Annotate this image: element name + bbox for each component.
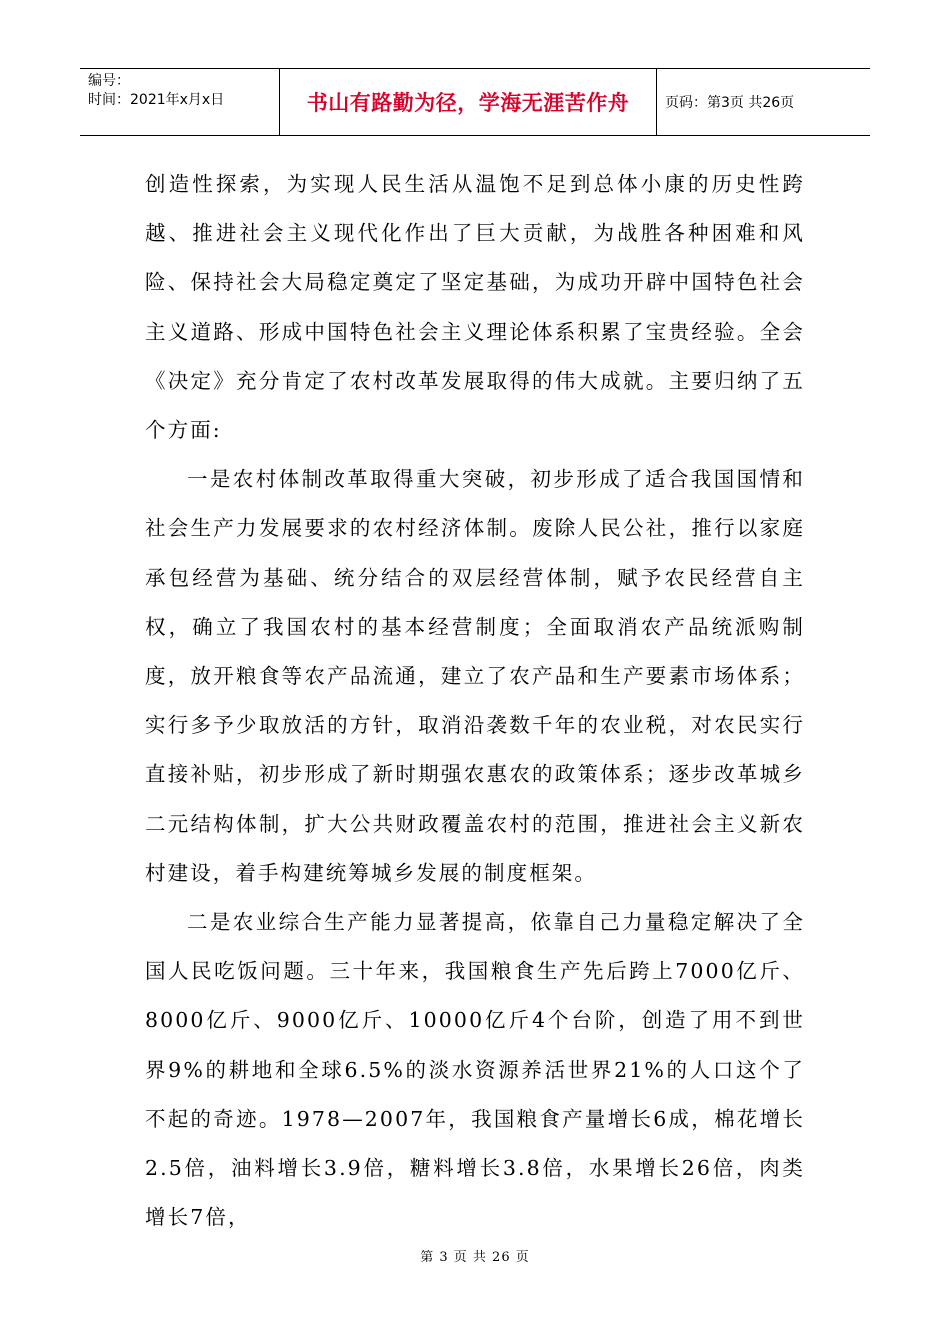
header-meta: [80, 69, 280, 135]
paragraph-continued: 创造性探索，为实现人民生活从温饱不足到总体小康的历史性跨越、推进社会主义现代化作出了巨大贡献，为战胜各种困难和风险、保持社会大局稳定奠定了坚定基础，为成功开辟中国特色社会主义道路、形成中国特色社会主义理论体系积累了宝贵经验。全会《决定》充分肯定了农村改革发展取得的伟大成就。主要归纳了五个方面:: [145, 172, 805, 443]
header-motto: 书山有路勤为径，学海无涯苦作舟: [280, 69, 657, 135]
serial-number-label: 编号：: [88, 73, 130, 89]
paragraph-rural-reform: 一是农村体制改革取得重大突破，初步形成了适合我国国情和社会生产力发展要求的农村经济体制。废除人民公社，推行以家庭承包经营为基础、统分结合的双层经营体制，赋予农民经营自主权，确立了我国农村的基本经营制度；全面取消农产品统派购制度，放开粮食等农产品流通，建立了农产品和生产要素市场体系；实行多予少取放活的方针，取消沿袭数千年的农业税，对农民实行直接补贴，初步形成了新时期强农惠农的政策体系；逐步改革城乡二元结构体制，扩大公共财政覆盖农村的范围，推进社会主义新农村建设，着手构建统筹城乡发展的制度框架。: [145, 467, 805, 885]
document-body: [145, 160, 805, 1242]
page-footer: 第 3 页 共 26 页: [420, 1250, 530, 1265]
page-header: [80, 68, 870, 136]
paragraph-agriculture-capacity: 二是农业综合生产能力显著提高，依靠自己力量稳定解决了全国人民吃饭问题。三十年来，我国粮食生产先后跨上7000亿斤、8000亿斤、9000亿斤、10000亿斤4个台阶，创造了用不到世界9%的耕地和全球6.5%的淡水资源养活世界21%的人口这个了不起的奇迹。1978—2007年，我国粮食产量增长6成，棉花增长2.5倍，油料增长3.9倍，糖料增长3.8倍，水果增长26倍，肉类增长7倍，: [145, 910, 805, 1230]
date-label: 时间：2021年x月x日: [88, 92, 225, 108]
header-page-info: 页码：第3页 共26页: [665, 95, 795, 111]
